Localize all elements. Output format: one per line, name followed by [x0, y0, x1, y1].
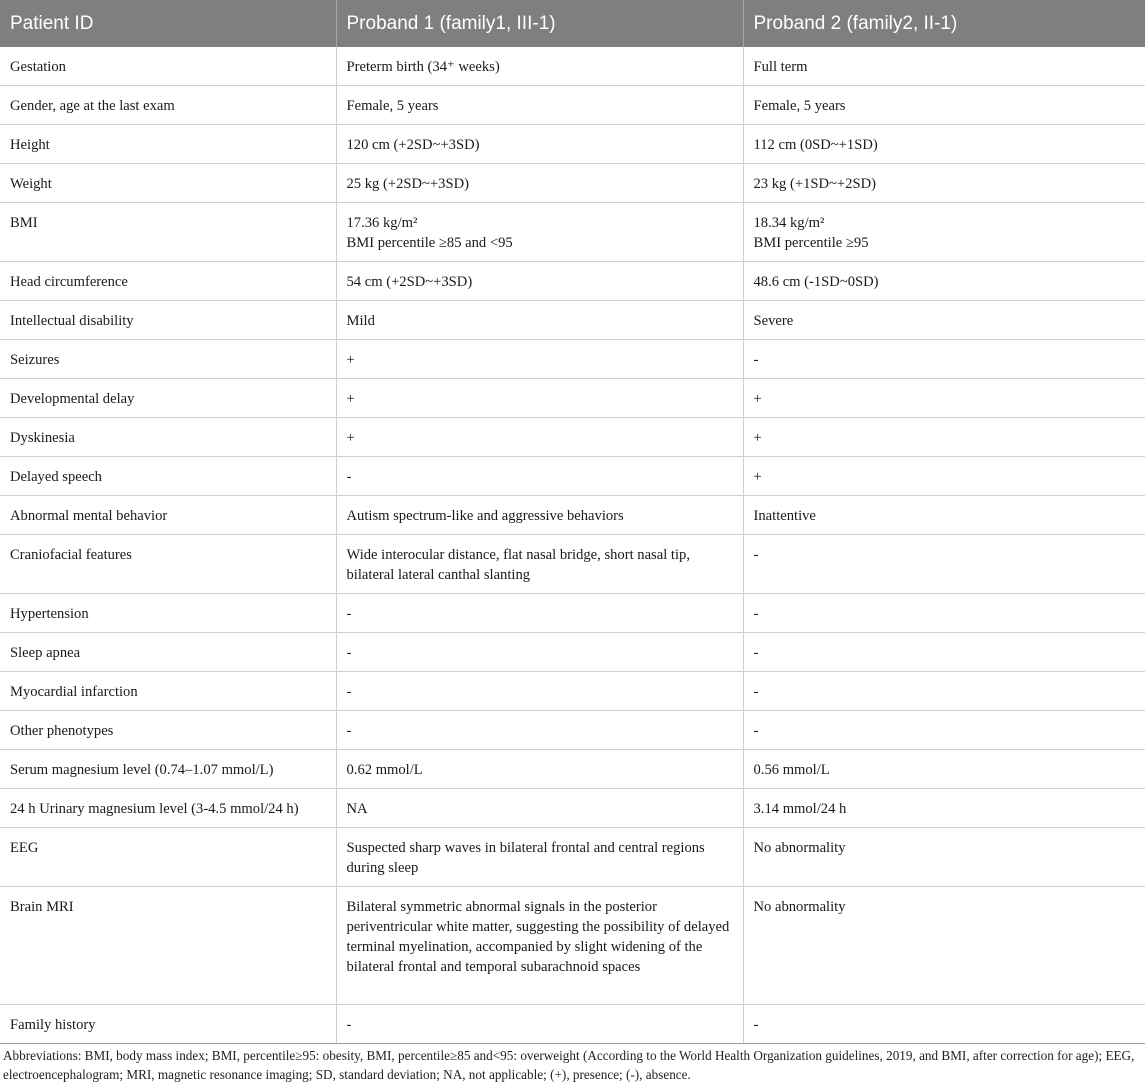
- row-label-cell: [0, 203, 336, 262]
- proband-1-cell: [336, 496, 743, 535]
- cell-text: Family history: [10, 1017, 96, 1033]
- table-header: [0, 0, 1145, 47]
- cell-text: Bilateral symmetric abnormal signals in the posterior periventricular white matter, suggesting the possibility of delayed terminal myelination, accompanied by slight widening of the bilateral frontal and temporal subarachnoid spaces: [346, 899, 730, 975]
- table-row: [0, 340, 1145, 379]
- proband-2-cell: [743, 789, 1145, 828]
- cell-text: Severe: [753, 313, 794, 329]
- proband-2-cell: [743, 340, 1145, 379]
- cell-text: Developmental delay: [10, 391, 135, 407]
- cell-text: Delayed speech: [10, 469, 102, 485]
- cell-text: Full term: [753, 59, 808, 75]
- header-proband-1: Proband 1 (family1, III-1): [336, 0, 743, 47]
- header-patient-id: Patient ID: [0, 0, 336, 47]
- row-label-cell: [0, 164, 336, 203]
- row-label-cell: [0, 887, 336, 1005]
- table-row: [0, 535, 1145, 594]
- table-row: [0, 203, 1145, 262]
- table-body: [0, 47, 1145, 1044]
- row-label-cell: [0, 340, 336, 379]
- cell-text: No abnormality: [753, 840, 846, 856]
- row-label-cell: [0, 1005, 336, 1044]
- cell-text: Preterm birth (34⁺ weeks): [346, 59, 500, 75]
- cell-text: +: [753, 469, 762, 485]
- cell-text: -: [753, 352, 759, 368]
- table-row: [0, 262, 1145, 301]
- cell-text: Other phenotypes: [10, 723, 114, 739]
- proband-2-cell: [743, 301, 1145, 340]
- table-row: [0, 47, 1145, 86]
- table-row: [0, 164, 1145, 203]
- proband-1-cell: [336, 164, 743, 203]
- cell-text: +: [753, 430, 762, 446]
- cell-text: Seizures: [10, 352, 60, 368]
- cell-text: Suspected sharp waves in bilateral frontal and central regions during sleep: [346, 840, 705, 876]
- cell-text: -: [346, 469, 352, 485]
- cell-text: Inattentive: [753, 508, 816, 524]
- cell-text: 0.56 mmol/L: [753, 762, 830, 778]
- cell-text: 25 kg (+2SD~+3SD): [346, 176, 469, 192]
- cell-text: -: [753, 1017, 759, 1033]
- cell-text: 23 kg (+1SD~+2SD): [753, 176, 876, 192]
- row-label-cell: [0, 125, 336, 164]
- proband-2-cell: [743, 418, 1145, 457]
- table-row: [0, 672, 1145, 711]
- proband-2-cell: [743, 828, 1145, 887]
- header-proband-2: Proband 2 (family2, II-1): [743, 0, 1145, 47]
- proband-2-cell: [743, 203, 1145, 262]
- row-label-cell: [0, 633, 336, 672]
- cell-text: No abnormality: [753, 899, 846, 915]
- cell-text: 17.36 kg/m² BMI percentile ≥85 and <95: [346, 215, 513, 251]
- row-label-cell: [0, 457, 336, 496]
- table-row: [0, 418, 1145, 457]
- proband-2-cell: [743, 750, 1145, 789]
- cell-text: -: [346, 606, 352, 622]
- table-row: [0, 301, 1145, 340]
- cell-text: Weight: [10, 176, 52, 192]
- header-row: [0, 0, 1145, 47]
- proband-2-cell: [743, 535, 1145, 594]
- proband-2-cell: [743, 633, 1145, 672]
- cell-text: +: [346, 430, 355, 446]
- proband-2-cell: [743, 1005, 1145, 1044]
- cell-text: -: [346, 645, 352, 661]
- cell-text: Female, 5 years: [753, 98, 846, 114]
- table-row: [0, 496, 1145, 535]
- proband-1-cell: [336, 535, 743, 594]
- proband-1-cell: [336, 301, 743, 340]
- row-label-cell: [0, 301, 336, 340]
- proband-1-cell: [336, 418, 743, 457]
- proband-2-cell: [743, 496, 1145, 535]
- table-row: [0, 633, 1145, 672]
- row-label-cell: [0, 594, 336, 633]
- proband-1-cell: [336, 340, 743, 379]
- cell-text: NA: [346, 801, 368, 817]
- proband-1-cell: [336, 789, 743, 828]
- cell-text: -: [346, 684, 352, 700]
- table-row: [0, 711, 1145, 750]
- table-row: [0, 86, 1145, 125]
- table-row: [0, 887, 1145, 1005]
- cell-text: Hypertension: [10, 606, 89, 622]
- cell-text: Female, 5 years: [346, 98, 439, 114]
- table-row: [0, 828, 1145, 887]
- cell-text: Head circumference: [10, 274, 128, 290]
- proband-1-cell: [336, 887, 743, 1005]
- cell-text: EEG: [10, 840, 39, 856]
- cell-text: Autism spectrum-like and aggressive behaviors: [346, 508, 624, 524]
- proband-2-cell: [743, 125, 1145, 164]
- cell-text: -: [346, 1017, 352, 1033]
- cell-text: Wide interocular distance, flat nasal bridge, short nasal tip, bilateral lateral canthal slanting: [346, 547, 690, 583]
- proband-1-cell: [336, 750, 743, 789]
- row-label-cell: [0, 711, 336, 750]
- cell-text: 112 cm (0SD~+1SD): [753, 137, 878, 153]
- proband-1-cell: [336, 86, 743, 125]
- table-row: [0, 789, 1145, 828]
- row-label-cell: [0, 418, 336, 457]
- row-label-cell: [0, 262, 336, 301]
- cell-text: Abnormal mental behavior: [10, 508, 168, 524]
- table-row: [0, 750, 1145, 789]
- cell-text: -: [753, 684, 759, 700]
- proband-2-cell: [743, 594, 1145, 633]
- proband-1-cell: [336, 203, 743, 262]
- cell-text: Myocardial infarction: [10, 684, 138, 700]
- cell-text: +: [753, 391, 762, 407]
- cell-text: +: [346, 352, 355, 368]
- row-label-cell: [0, 86, 336, 125]
- cell-text: -: [753, 723, 759, 739]
- table-row: [0, 1005, 1145, 1044]
- proband-1-cell: [336, 711, 743, 750]
- cell-text: -: [753, 606, 759, 622]
- row-label-cell: [0, 47, 336, 86]
- cell-text: BMI: [10, 215, 38, 231]
- proband-2-cell: [743, 262, 1145, 301]
- cell-text: -: [753, 645, 759, 661]
- proband-1-cell: [336, 594, 743, 633]
- cell-text: 54 cm (+2SD~+3SD): [346, 274, 473, 290]
- proband-2-cell: [743, 887, 1145, 1005]
- cell-text: 3.14 mmol/24 h: [753, 801, 847, 817]
- cell-text: Sleep apnea: [10, 645, 81, 661]
- cell-text: Height: [10, 137, 50, 153]
- table-row: [0, 379, 1145, 418]
- proband-1-cell: [336, 672, 743, 711]
- proband-2-cell: [743, 164, 1145, 203]
- proband-1-cell: [336, 125, 743, 164]
- cell-text: Mild: [346, 313, 375, 329]
- cell-text: 24 h Urinary magnesium level (3-4.5 mmol/24 h): [10, 801, 299, 817]
- row-label-cell: [0, 379, 336, 418]
- cell-text: Craniofacial features: [10, 547, 132, 563]
- proband-2-cell: [743, 457, 1145, 496]
- cell-text: -: [753, 547, 759, 563]
- proband-1-cell: [336, 262, 743, 301]
- proband-2-cell: [743, 86, 1145, 125]
- proband-2-cell: [743, 379, 1145, 418]
- abbreviations-footnote: Abbreviations: BMI, body mass index; BMI, percentile≥95: obesity, BMI, percentile≥85 and<95: overweight (According to the World Health Organization guidelines, 2019, and BMI, after correction for age); EEG, electroencephalogram; MRI, magnetic resonance imaging; SD, standard deviation; NA, not applicable; (+), presence; (-), absence.: [3, 1048, 1135, 1082]
- proband-2-cell: [743, 47, 1145, 86]
- cell-text: Gestation: [10, 59, 66, 75]
- proband-1-cell: [336, 457, 743, 496]
- cell-text: Serum magnesium level (0.74–1.07 mmol/L): [10, 762, 274, 778]
- cell-text: 120 cm (+2SD~+3SD): [346, 137, 480, 153]
- row-label-cell: [0, 750, 336, 789]
- proband-1-cell: [336, 828, 743, 887]
- row-label-cell: [0, 496, 336, 535]
- cell-text: Brain MRI: [10, 899, 74, 915]
- proband-1-cell: [336, 1005, 743, 1044]
- cell-text: Gender, age at the last exam: [10, 98, 175, 114]
- table-row: [0, 125, 1145, 164]
- cell-text: +: [346, 391, 355, 407]
- table-row: [0, 457, 1145, 496]
- proband-2-cell: [743, 711, 1145, 750]
- proband-1-cell: [336, 47, 743, 86]
- proband-2-cell: [743, 672, 1145, 711]
- cell-text: -: [346, 723, 352, 739]
- row-label-cell: [0, 828, 336, 887]
- cell-text: Dyskinesia: [10, 430, 75, 446]
- cell-text: 48.6 cm (-1SD~0SD): [753, 274, 879, 290]
- row-label-cell: [0, 672, 336, 711]
- proband-1-cell: [336, 379, 743, 418]
- cell-text: Intellectual disability: [10, 313, 134, 329]
- table-row: [0, 594, 1145, 633]
- row-label-cell: [0, 789, 336, 828]
- row-label-cell: [0, 535, 336, 594]
- proband-1-cell: [336, 633, 743, 672]
- cell-text: 0.62 mmol/L: [346, 762, 423, 778]
- cell-text: 18.34 kg/m² BMI percentile ≥95: [753, 215, 869, 251]
